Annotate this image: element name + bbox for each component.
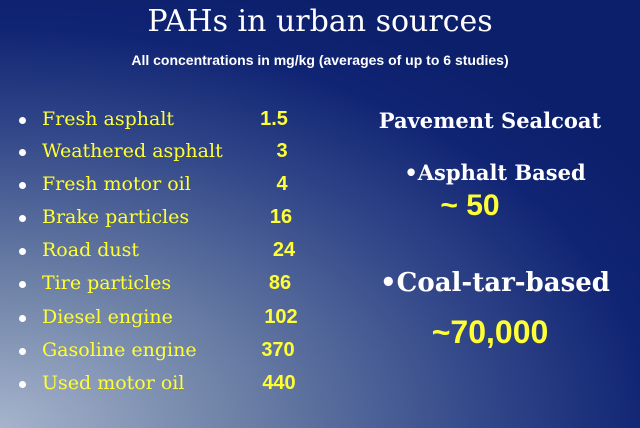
source-row [0,140,330,168]
source-label: Fresh motor oil [42,173,191,195]
bullet-icon [19,117,26,124]
source-label: Tire particles [42,272,172,294]
bullet-icon [19,248,26,255]
source-row [0,372,330,400]
source-label: Fresh asphalt [42,108,175,130]
coal-tar-based-label: •Coal-tar-based [380,268,610,298]
source-label: Brake particles [42,206,190,228]
source-row [0,108,330,136]
bullet-icon [19,315,26,322]
source-row [0,206,330,234]
asphalt-based-value: ~ 50 [440,189,500,222]
bullet-icon [19,348,26,355]
source-value: 24 [272,239,296,261]
source-row [0,306,330,334]
sealcoat-title: Pavement Sealcoat [378,108,602,133]
source-value: 370 [261,339,295,361]
source-label: Weathered asphalt [42,140,223,162]
bullet-icon [19,215,26,222]
source-row [0,272,330,300]
slide-title: PAHs in urban sources [147,4,493,39]
source-label: Used motor oil [42,372,185,394]
source-value: 1.5 [260,108,288,130]
asphalt-based-label: •Asphalt Based [404,160,586,185]
source-value: 16 [269,206,293,228]
source-row [0,239,330,267]
source-value: 86 [268,272,292,294]
coal-tar-based-value: ~70,000 [431,314,549,350]
source-label: Gasoline engine [42,339,197,361]
source-row [0,173,330,201]
bullet-icon [19,281,26,288]
bullet-icon [19,182,26,189]
source-row [0,339,330,367]
slide-subtitle: All concentrations in mg/kg (averages of up to 6 studies) [131,52,509,68]
bullet-icon [19,381,26,388]
source-label: Road dust [42,239,140,261]
source-value: 3 [276,140,288,162]
source-value: 440 [262,372,296,394]
bullet-icon [19,149,26,156]
source-value: 102 [264,306,298,328]
source-value: 4 [276,173,288,195]
source-label: Diesel engine [42,306,173,328]
